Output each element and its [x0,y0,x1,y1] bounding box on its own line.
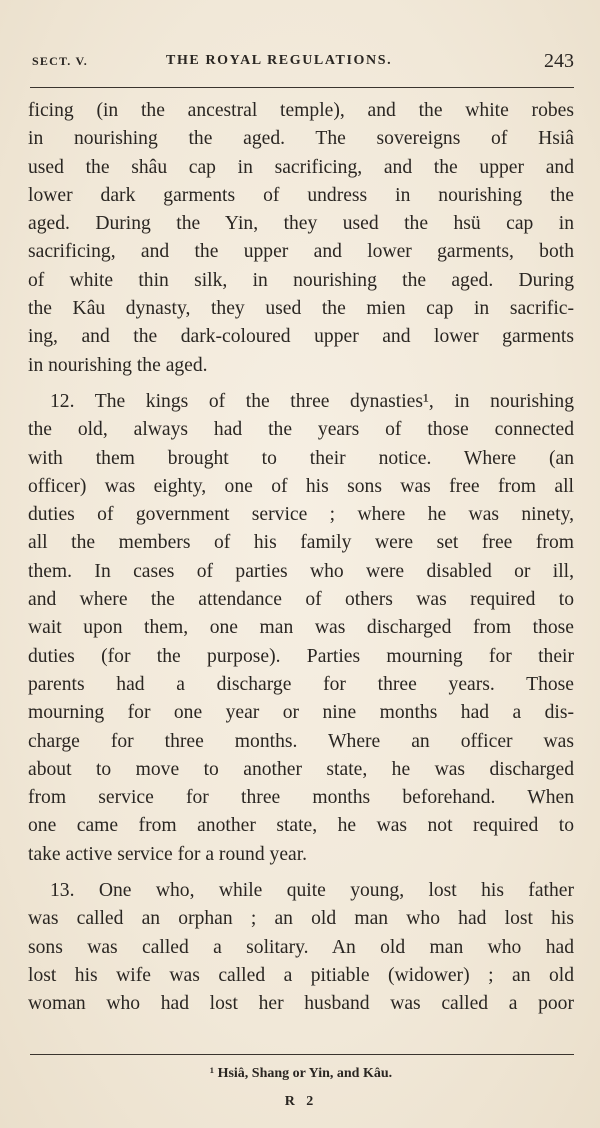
text-line: them. In cases of parties who were disabled or ill, [28,560,574,582]
text-line: the Kâu dynasty, they used the mien cap in sacrific- [28,298,574,320]
printer-signature-mark: R 2 [284,1094,318,1109]
text-line: mourning for one year or nine months had a dis- [28,702,574,724]
paragraph-gap [28,380,574,388]
text-line: lost his wife was called a pitiable (widower) ; an old [28,964,574,986]
running-title: THE ROYAL REGULATIONS. [166,53,393,68]
book-page [28,0,574,1128]
text-line: the old, always had the years of those connected [28,419,574,441]
text-line: and where the attendance of others was required to [28,589,574,611]
text-line: ficing (in the ancestral temple), and the white robes [28,100,574,121]
text-line: take active service for a round year. [28,843,308,865]
footnote: ¹ Hsiâ, Shang or Yin, and Kâu. [209,1066,393,1081]
text-line: sacrificing, and the upper and lower garments, both [28,241,574,263]
text-line: in nourishing the aged. The sovereigns of Hsiâ [28,128,574,150]
text-line: of white thin silk, in nourishing the aged. During [28,269,574,291]
text-line: was called an orphan ; an old man who had lost his [28,908,574,930]
text-line: one came from another state, he was not required to [28,815,574,837]
text-line: used the shâu cap in sacrificing, and the upper and [28,156,574,178]
text-line: all the members of his family were set free from [28,532,574,554]
section-label: SECT. V. [32,54,88,68]
text-line: officer) was eighty, one of his sons was free from all [28,475,574,497]
paragraph-12-start: 12. The kings of the three dynasties¹, in nourishing [50,390,574,412]
text-line: in nourishing the aged. [28,354,208,376]
text-line: aged. During the Yin, they used the hsü cap in [28,213,574,235]
text-line: duties (for the purpose). Parties mourning for their [28,645,574,667]
text-line: ing, and the dark-coloured upper and lower garments [28,326,574,348]
text-line: duties of government service ; where he was ninety, [28,504,574,526]
text-line: about to move to another state, he was discharged [28,758,574,780]
text-line: parents had a discharge for three years. Those [28,673,574,695]
text-line: sons was called a solitary. An old man who had [28,936,574,958]
text-line: with them brought to their notice. Where (an [28,447,574,469]
text-line: from service for three months beforehand. When [28,787,574,809]
paragraph-13-start: 13. One who, while quite young, lost his father [50,880,574,902]
text-line: wait upon them, one man was discharged from those [28,617,574,639]
text-line: charge for three months. Where an officer was [28,730,574,752]
paragraph-gap [28,869,574,877]
running-header [28,50,574,74]
text-line: woman who had lost her husband was called a poor [28,993,574,1015]
text-line: lower dark garments of undress in nourishing the [28,184,574,206]
header-rule [30,87,574,88]
footnote-rule [30,1054,574,1055]
page-number: 243 [544,50,574,72]
main-text [28,97,574,1019]
